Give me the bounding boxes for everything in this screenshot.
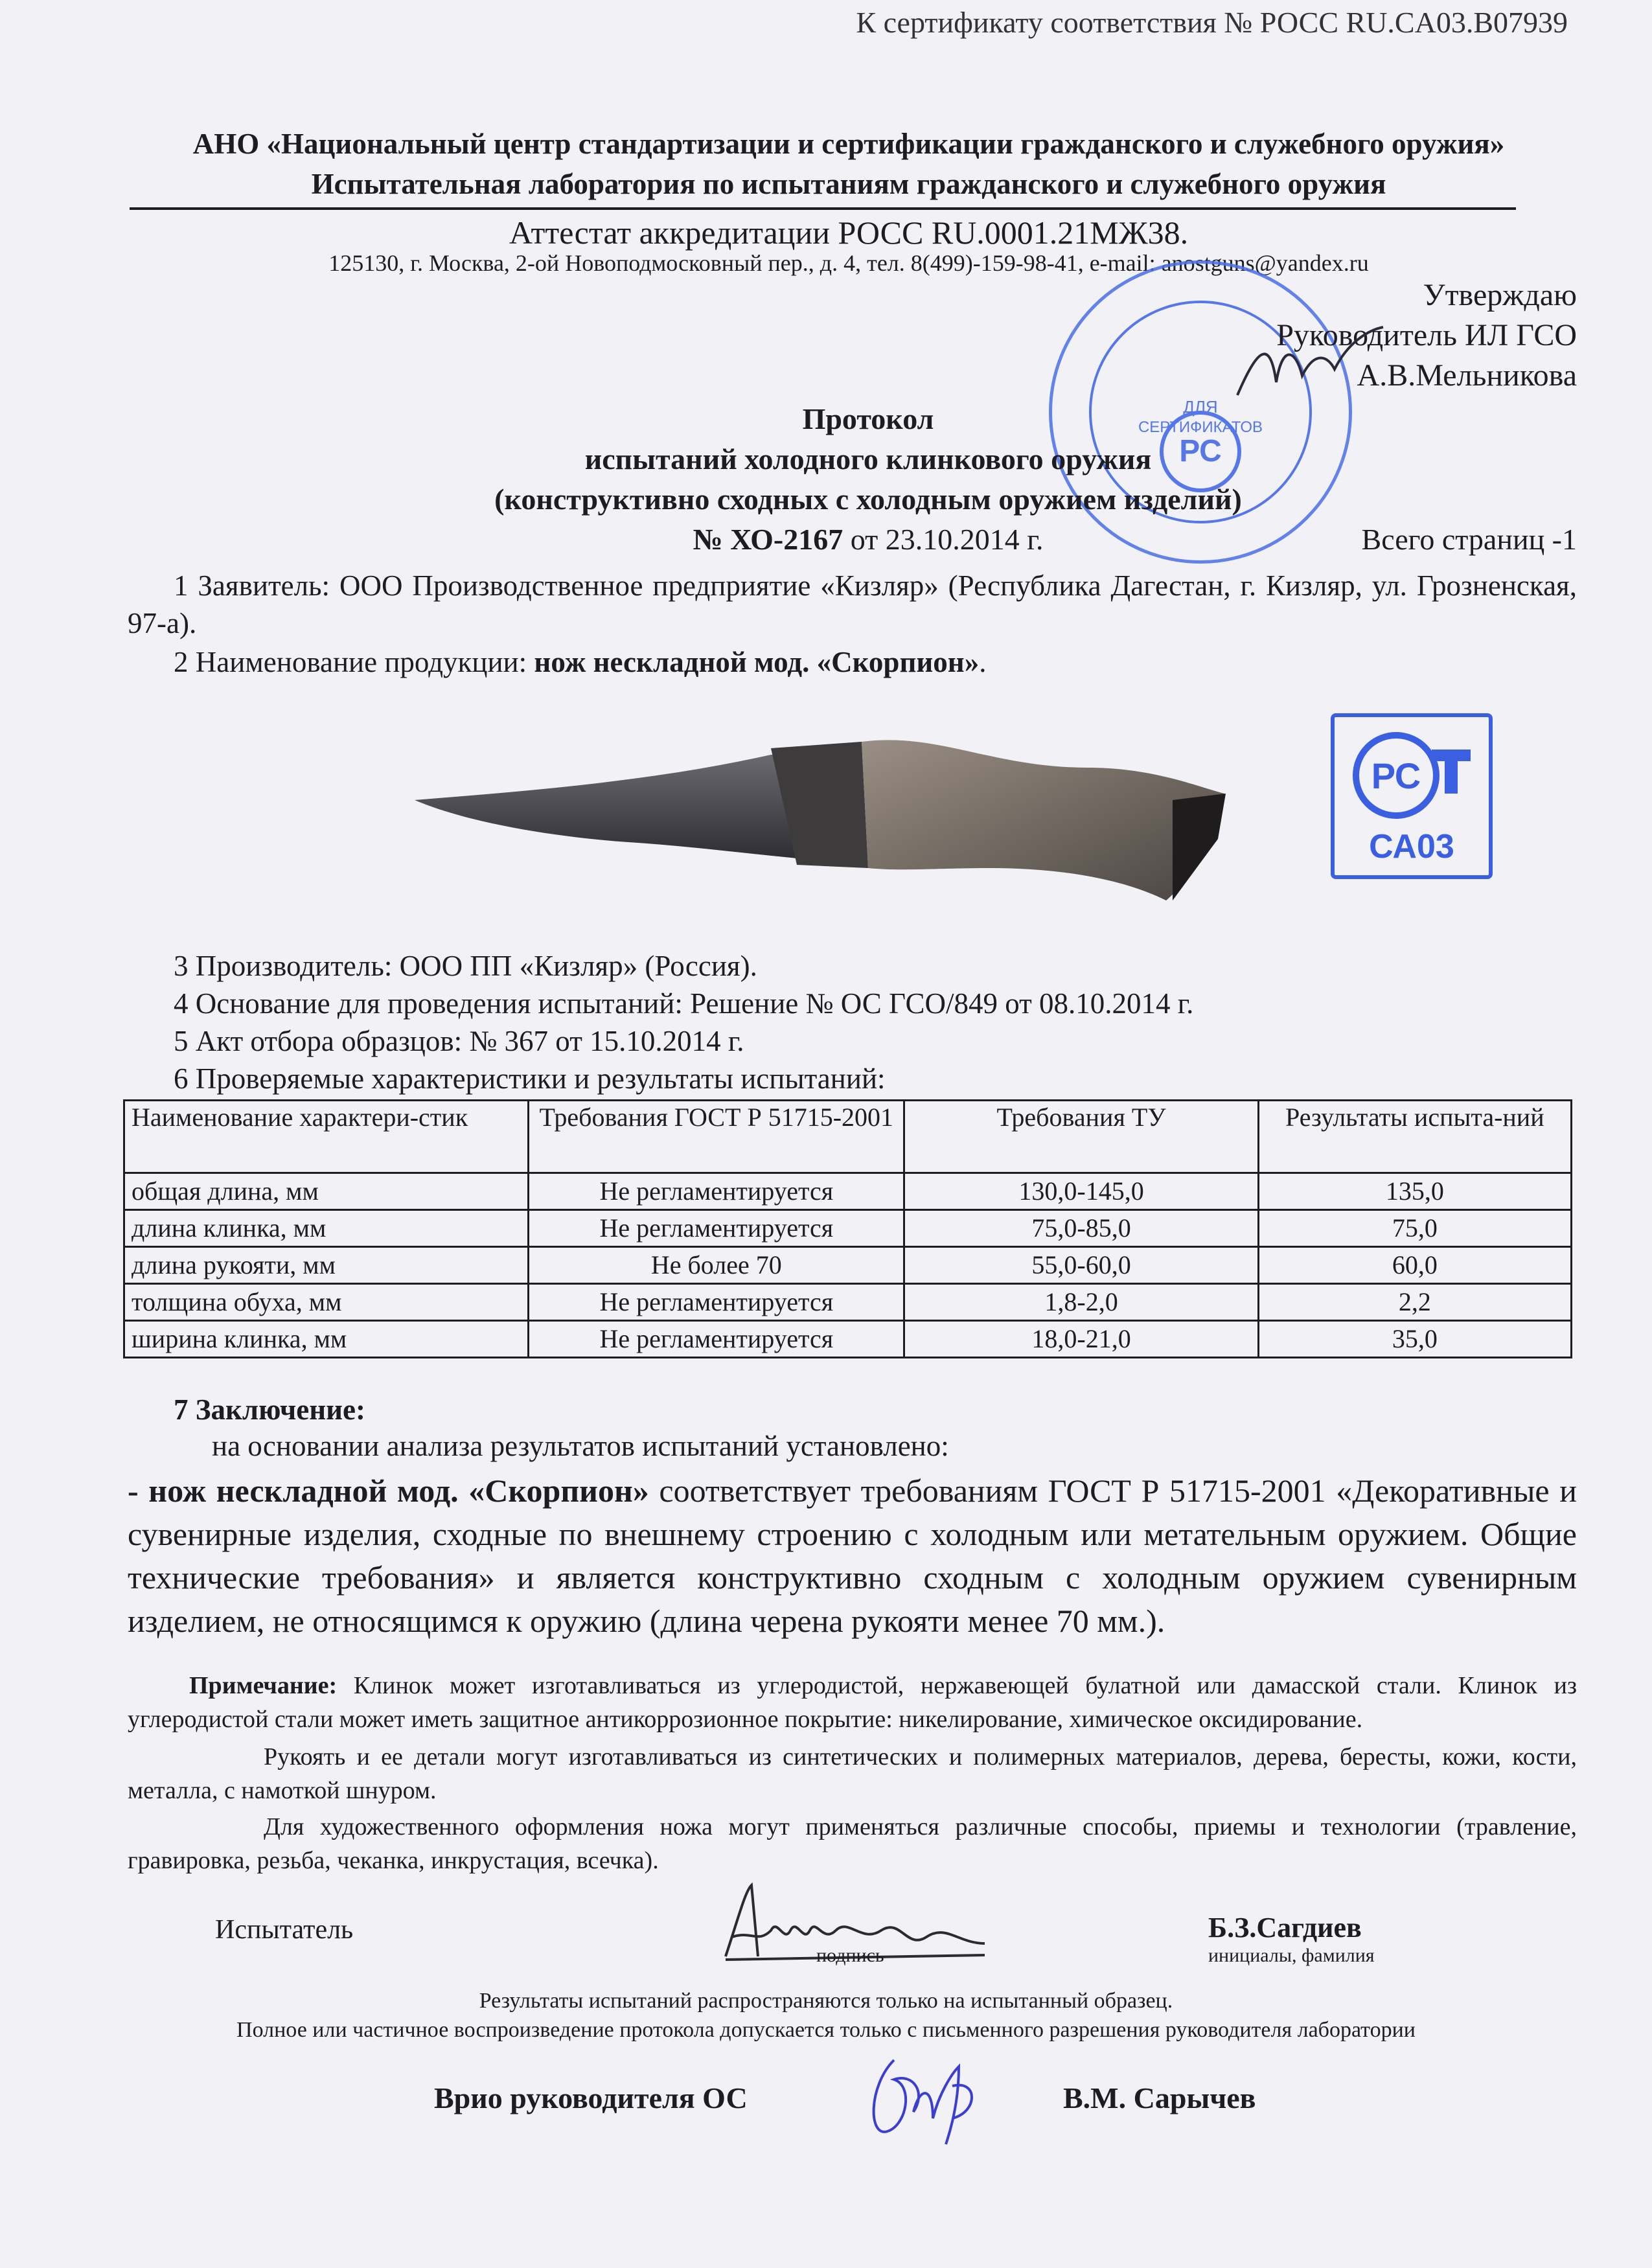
- protocol-subtitle-1: испытаний холодного клинкового оружия: [584, 442, 1152, 475]
- note-paragraph-1: [128, 1669, 1577, 1736]
- cell-result: 35,0: [1258, 1321, 1571, 1358]
- note-label: Примечание:: [189, 1672, 338, 1699]
- cell-result: 60,0: [1258, 1247, 1571, 1284]
- header-results: Результаты испыта-ний: [1258, 1101, 1571, 1173]
- conclusion-title: 7 Заключение:: [174, 1393, 366, 1426]
- header-gost: Требования ГОСТ Р 51715-2001: [529, 1101, 904, 1173]
- cell-gost: Не регламентируется: [529, 1284, 904, 1321]
- note-paragraph-2: Рукоять и ее детали могут изготавливаться из синтетических и полимерных материалов, дерева, бересты, кожи, кости, металла, с намоткой шнуром.: [128, 1743, 1577, 1804]
- cell-gost: Не более 70: [529, 1247, 904, 1284]
- approver-name: А.В.Мельникова: [1357, 358, 1577, 393]
- header-divider: [130, 207, 1516, 210]
- table-row: [124, 1210, 1572, 1247]
- certification-mark: [1331, 713, 1493, 879]
- svg-text:ДЛЯ: ДЛЯ: [1183, 397, 1218, 417]
- header-characteristic: Наименование характери-стик: [124, 1101, 529, 1173]
- cell-tu: 75,0-85,0: [904, 1210, 1258, 1247]
- protocol-subtitle-2: (конструктивно сходных с холодным оружием изделий): [494, 483, 1242, 516]
- conclusion-intro: на основании анализа результатов испытаний установлено:: [212, 1430, 949, 1462]
- head-label: Врио руководителя ОС: [434, 2081, 748, 2114]
- protocol-date: от 23.10.2014 г.: [843, 523, 1044, 556]
- tester-name: Б.З.Сагдиев: [1208, 1912, 1362, 1943]
- approver-signature: [1231, 324, 1386, 408]
- header-tu: Требования ТУ: [904, 1101, 1258, 1173]
- approve-label: Утверждаю: [1423, 278, 1577, 312]
- approver-role: Руководитель ИЛ ГСО: [1276, 318, 1577, 352]
- mark-code: СА03: [1369, 828, 1454, 865]
- table-row: [124, 1247, 1572, 1284]
- cell-characteristic: общая длина, мм: [124, 1173, 529, 1210]
- cell-tu: 130,0-145,0: [904, 1173, 1258, 1210]
- signature-caption: подпись: [816, 1945, 884, 1966]
- svg-text:РС: РС: [1179, 434, 1222, 468]
- table-row: [124, 1173, 1572, 1210]
- cell-tu: 55,0-60,0: [904, 1247, 1258, 1284]
- total-pages: Всего страниц -1: [1361, 523, 1577, 556]
- item-sampling-act: 5 Акт отбора образцов: № 367 от 15.10.2014 г.: [174, 1025, 744, 1057]
- cell-result: 2,2: [1258, 1284, 1571, 1321]
- conclusion-body: соответствует требованиям ГОСТ Р 51715-2001 «Декоративные и сувенирные изделия, сходные по внешнему строению с холодным или метательным оружием. Общие технические требования» и является конструктивно сходным с холодным оружием сувенирным изделием, не относящимся к оружию (длина черена рукояти менее 70 мм.).: [128, 1472, 1577, 1639]
- cell-characteristic: ширина клинка, мм: [124, 1321, 529, 1358]
- head-signature: [855, 2047, 991, 2151]
- product-end: .: [979, 646, 987, 678]
- table-row: [124, 1284, 1572, 1321]
- lab-address: 125130, г. Москва, 2-ой Новоподмосковный пер., д. 4, тел. 8(499)-159-98-41, e-mail: anostguns@yandex.ru: [328, 250, 1369, 276]
- tester-label: Испытатель: [215, 1915, 354, 1945]
- cell-result: 135,0: [1258, 1173, 1571, 1210]
- cell-gost: Не регламентируется: [529, 1321, 904, 1358]
- disclaimer-results: Результаты испытаний распространяются только на испытанный образец.: [479, 1989, 1173, 2013]
- svg-text:РС: РС: [1371, 755, 1421, 796]
- head-name: В.М. Сарычев: [1063, 2081, 1256, 2114]
- cell-characteristic: длина клинка, мм: [124, 1210, 529, 1247]
- cell-tu: 1,8-2,0: [904, 1284, 1258, 1321]
- product-name: нож нескладной мод. «Скорпион»: [534, 646, 980, 678]
- cell-characteristic: длина рукояти, мм: [124, 1247, 529, 1284]
- conclusion-text: [128, 1469, 1577, 1643]
- laboratory-name: Испытательная лаборатория по испытаниям гражданского и служебного оружия: [311, 168, 1386, 200]
- knife-image: [408, 729, 1244, 910]
- item-product: [128, 643, 1577, 681]
- conclusion-product: - нож нескладной мод. «Скорпион»: [128, 1472, 649, 1509]
- item-manufacturer: 3 Производитель: ООО ПП «Кизляр» (Россия).: [174, 950, 757, 982]
- product-label: 2 Наименование продукции:: [174, 646, 534, 678]
- note-paragraph-3: Для художественного оформления ножа могут применяться различные способы, приемы и технологии (травление, гравировка, резьба, чеканка, инкрустация, всечка).: [128, 1813, 1577, 1874]
- protocol-title: Протокол: [802, 402, 934, 435]
- table-header-row: [124, 1101, 1572, 1173]
- accreditation-attestat: Аттестат аккредитации РОСС RU.0001.21МЖ38.: [509, 214, 1189, 251]
- results-table: [123, 1099, 1572, 1358]
- cell-gost: Не регламентируется: [529, 1173, 904, 1210]
- cell-gost: Не регламентируется: [529, 1210, 904, 1247]
- organization-name: АНО «Национальный центр стандартизации и сертификации гражданского и служебного оружия»: [192, 128, 1505, 160]
- disclaimer-reproduction: Полное или частичное воспроизведение протокола допускается только с письменного разрешения руководителя лаборатории: [236, 2018, 1416, 2042]
- item-applicant: 1 Заявитель: ООО Производственное предприятие «Кизляр» (Республика Дагестан, г. Кизляр, ул. Грозненская, 97-а).: [128, 569, 1577, 639]
- svg-text:СЕРТИФИКАТОВ: СЕРТИФИКАТОВ: [1138, 418, 1263, 436]
- table-row: [124, 1321, 1572, 1358]
- cell-tu: 18,0-21,0: [904, 1321, 1258, 1358]
- certificate-reference: К сертификату соответствия № РОСС RU.CA03.B07939: [856, 6, 1568, 39]
- name-caption: инициалы, фамилия: [1208, 1945, 1375, 1966]
- cell-characteristic: толщина обуха, мм: [124, 1284, 529, 1321]
- note-text-1: Клинок может изготавливаться из углеродистой, нержавеющей булатной или дамасской стали. Клинок из углеродистой стали может иметь защитное антикоррозионное покрытие: никелирование, химическое оксидирование.: [128, 1672, 1577, 1733]
- protocol-number: № ХО-2167: [693, 523, 843, 556]
- item-basis: 4 Основание для проведения испытаний: Решение № ОС ГСО/849 от 08.10.2014 г.: [174, 987, 1194, 1020]
- rst-logo-icon: [1335, 724, 1489, 827]
- item-characteristics: 6 Проверяемые характеристики и результаты испытаний:: [174, 1062, 886, 1095]
- cell-result: 75,0: [1258, 1210, 1571, 1247]
